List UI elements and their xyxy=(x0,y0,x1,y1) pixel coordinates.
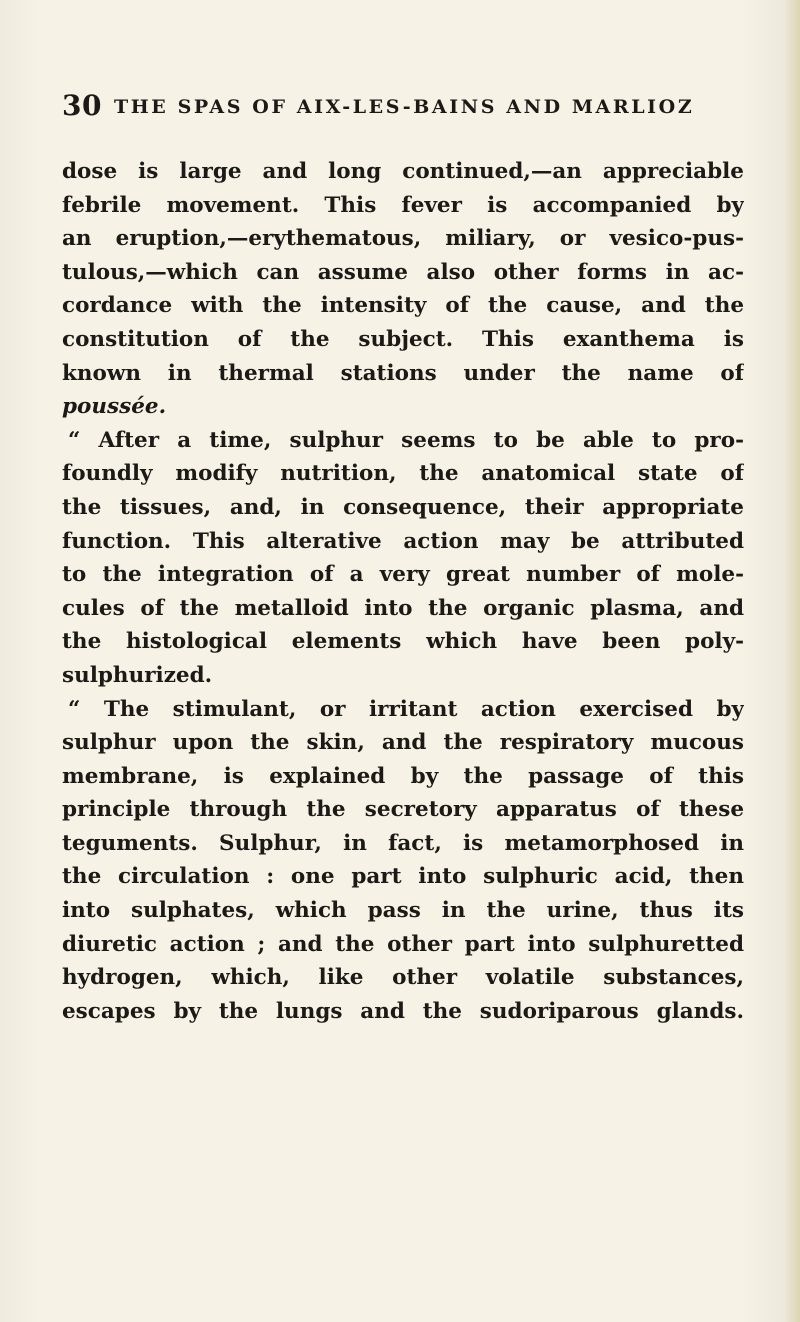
text-line: into sulphates, which pass in the urine, thus its xyxy=(62,898,744,924)
text-line: known in thermal stations under the name of xyxy=(62,360,744,386)
text-line: the circulation : one part into sulphuric acid, then xyxy=(62,864,744,890)
text-line: the tissues, and, in consequence, their appropriate xyxy=(62,494,744,520)
page-edge-shadow xyxy=(784,0,800,1322)
text-line: foundly modify nutrition, the anatomical state of xyxy=(62,461,744,487)
running-title: THE SPAS OF AIX-LES-BAINS AND MARLIOZ xyxy=(114,96,695,118)
body-text xyxy=(62,155,744,1028)
text-line: membrane, is explained by the passage of this xyxy=(62,763,744,789)
page-number: 30 xyxy=(62,89,102,122)
text-line: an eruption,—erythematous, miliary, or vesico-pus- xyxy=(62,226,744,252)
running-head xyxy=(62,86,762,126)
text-line: febrile movement. This fever is accompanied by xyxy=(62,192,744,218)
text-line: “ The stimulant, or irritant action exercised by xyxy=(68,696,744,722)
text-line: sulphur upon the skin, and the respiratory mucous xyxy=(62,730,744,756)
text-line: diuretic action ; and the other part into sulphuretted xyxy=(62,931,744,957)
text-line: principle through the secretory apparatus of these xyxy=(62,797,744,823)
italic-term-poussee: poussée. xyxy=(62,394,167,420)
text-line: tulous,—which can assume also other forms in ac- xyxy=(62,259,744,285)
text-line: constitution of the subject. This exanthema is xyxy=(62,326,744,352)
text-line: escapes by the lungs and the sudoriparous glands. xyxy=(62,998,744,1024)
text-line: sulphurized. xyxy=(62,662,213,688)
text-line: to the integration of a very great number of mole- xyxy=(62,562,744,588)
text-line: the histological elements which have been poly- xyxy=(62,629,744,655)
text-line: “ After a time, sulphur seems to be able to pro- xyxy=(68,427,744,453)
text-line: cules of the metalloid into the organic plasma, and xyxy=(62,595,744,621)
text-line: teguments. Sulphur, in fact, is metamorphosed in xyxy=(62,830,744,856)
text-line: hydrogen, which, like other volatile substances, xyxy=(62,965,744,991)
text-line: dose is large and long continued,—an appreciable xyxy=(62,159,744,184)
text-line: function. This alterative action may be attributed xyxy=(62,528,744,554)
text-line: cordance with the intensity of the cause, and the xyxy=(62,293,744,319)
